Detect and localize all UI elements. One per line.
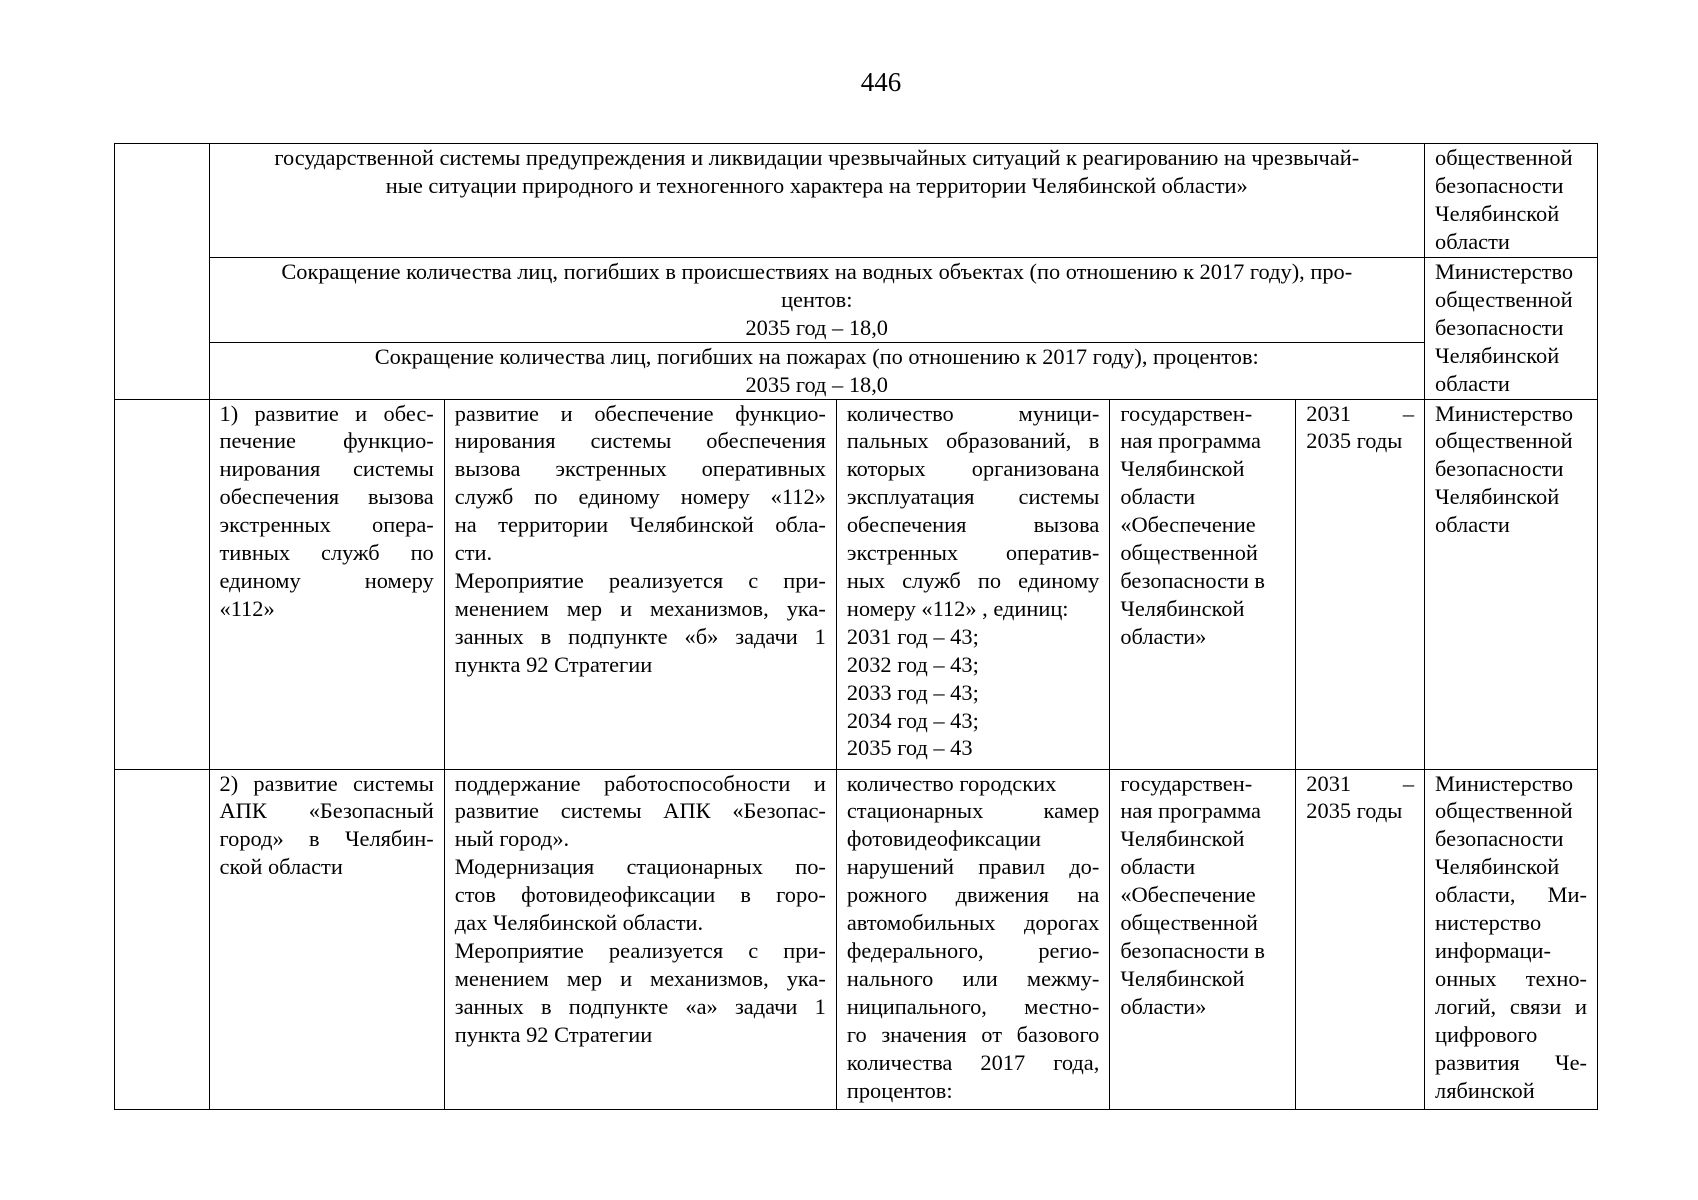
row4-indicator-line: 2035 год – 43 (846, 735, 973, 761)
row5-indicator-line: количества 2017 года, (846, 1049, 1100, 1075)
row4-measure-line: Мероприятие реализуется с при- (454, 567, 826, 593)
empty-number-cell (115, 144, 210, 400)
row4-indicator-line: 2032 год – 43; (846, 651, 979, 677)
row4-measure-line: занных в подпункте «б» задачи 1 (454, 623, 826, 649)
row4-task-line: экстренных опера- (219, 512, 434, 538)
row4-measure-line: служб по единому номеру «112» (454, 484, 826, 510)
row5-responsible-line: Челябинской (1435, 854, 1560, 880)
row4-indicator-line: 2031 год – 43; (846, 623, 979, 649)
row1-responsible-line: Челябинской (1435, 200, 1560, 226)
row5-indicator-line: го значения от базового (846, 1021, 1100, 1047)
row5-responsible-cell (1425, 769, 1598, 1109)
row5-measure-line: дах Челябинской области. (454, 910, 704, 936)
row5-responsible-line: Министерство (1435, 770, 1574, 796)
row4-measure-cell (444, 399, 836, 769)
row5-indicator-line: количество городских (846, 770, 1057, 796)
row5-program-line: области (1120, 854, 1196, 880)
row5-responsible-line: онных техно- (1435, 965, 1587, 991)
row5-period-line: 2035 годы (1306, 798, 1403, 824)
row4-indicator-line: обеспечения вызова (846, 512, 1100, 538)
row4-measure-line: на территории Челябинской обла- (454, 512, 826, 538)
row1-responsible-line: области (1435, 228, 1510, 254)
row5-measure-line: менением мер и механизмов, ука- (454, 965, 826, 991)
table-row-5 (115, 769, 1598, 1109)
row4-program-line: безопасности в (1120, 567, 1265, 593)
row5-responsible-line: информаци- (1435, 937, 1551, 963)
row1-text-cell (209, 144, 1425, 258)
row5-responsible-line: логий, связи и (1435, 993, 1587, 1019)
row2-indicator-line-1: Сокращение количества лиц, погибших в происшествиях на водных объектах (по отношению к 2017 году), про- (281, 259, 1353, 284)
row5-task-cell (209, 769, 444, 1109)
row4-program-line: Челябинской (1120, 595, 1245, 621)
table-row-2 (115, 258, 1598, 343)
row5-responsible-line: лябинской (1435, 1077, 1535, 1103)
row5-indicator-line: нального или межму- (846, 965, 1100, 991)
row4-program-line: «Обеспечение (1120, 512, 1256, 538)
row4-program-line: общественной (1120, 540, 1258, 566)
row5-program-line: Челябинской (1120, 826, 1245, 852)
row2-indicator-line-2: центов: (781, 286, 853, 312)
row4-indicator-line: 2034 год – 43; (846, 707, 979, 733)
row4-task-line: обеспечения вызова (219, 484, 434, 510)
row4-task-cell (209, 399, 444, 769)
row4-task-line: «112» (219, 595, 275, 621)
row4-indicator-line: эксплуатация системы (846, 484, 1100, 510)
row5-measure-line: ный город». (454, 826, 570, 852)
row5-task-line: ской области (219, 854, 343, 880)
row5-measure-line: развитие системы АПК «Безопас- (454, 798, 826, 824)
row4-measure-line: менением мер и механизмов, ука- (454, 595, 826, 621)
row4-indicator-cell (836, 399, 1109, 769)
row5-program-line: Челябинской (1120, 965, 1245, 991)
row4-task-line: единому номеру (219, 567, 434, 593)
row4-period-line: 2035 годы (1306, 428, 1403, 454)
row5-indicator-line: ниципального, местно- (846, 993, 1100, 1019)
row1-responsible-cell (1425, 144, 1598, 258)
row5-program-line: области» (1120, 993, 1207, 1019)
row4-responsible-line: безопасности (1435, 456, 1564, 482)
row5-number-cell (115, 769, 210, 1109)
row4-responsible-cell (1425, 399, 1598, 769)
row4-task-line: печение функцио- (219, 428, 434, 454)
row5-program-line: ная программа (1120, 798, 1261, 824)
table-row-3 (115, 342, 1598, 399)
row4-task-line: нирования системы (219, 456, 434, 482)
row4-indicator-line: номеру «112» , единиц: (846, 595, 1069, 621)
row5-indicator-cell (836, 769, 1109, 1109)
row5-indicator-line: автомобильных дорогах (846, 910, 1100, 936)
row5-responsible-line: области, Ми- (1435, 882, 1587, 908)
row4-task-line: 1) развитие и обес- (219, 400, 434, 426)
row5-indicator-line: стационарных камер (846, 798, 1100, 824)
row3-indicator-line-1: Сокращение количества лиц, погибших на пожарах (по отношению к 2017 году), процентов: (374, 343, 1259, 369)
row2-responsible-line: безопасности (1435, 314, 1564, 340)
row1-text-line-1: государственной системы предупреждения и ликвидации чрезвычайных ситуаций к реагированию на чрезвычай- (274, 145, 1360, 170)
row2-responsible-cell (1425, 258, 1598, 400)
table-row-4 (115, 399, 1598, 769)
row5-task-line: 2) развитие системы (219, 770, 434, 796)
row4-program-line: государствен- (1120, 400, 1253, 426)
row4-program-line: ная программа (1120, 428, 1261, 454)
row2-responsible-line: общественной (1435, 286, 1573, 312)
row5-measure-line: поддержание работоспособности и (454, 770, 826, 796)
row4-indicator-line: экстренных оператив- (846, 540, 1100, 566)
row1-responsible-line: безопасности (1435, 172, 1564, 198)
row2-responsible-line: Челябинской (1435, 342, 1560, 368)
table-row-1 (115, 144, 1598, 258)
row5-measure-line: Модернизация стационарных по- (454, 854, 826, 880)
row4-period-cell (1296, 399, 1425, 769)
row5-program-cell (1110, 769, 1296, 1109)
row5-responsible-line: цифрового (1435, 1021, 1538, 1047)
row2-indicator-cell (209, 258, 1425, 343)
row5-task-line: АПК «Безопасный (219, 798, 434, 824)
row4-indicator-line: ных служб по единому (846, 567, 1100, 593)
row4-measure-line: пункта 92 Стратегии (454, 651, 653, 677)
row5-measure-line: стов фотовидеофиксации в горо- (454, 882, 826, 908)
row4-measure-line: сти. (454, 540, 493, 566)
row4-indicator-line: 2033 год – 43; (846, 679, 979, 705)
row4-program-line: области» (1120, 623, 1207, 649)
row5-program-line: государствен- (1120, 770, 1253, 796)
row2-responsible-line: области (1435, 370, 1510, 396)
row4-number-cell (115, 399, 210, 769)
page-number: 446 (860, 67, 902, 97)
row4-period-line: 2031 – (1306, 400, 1415, 426)
row5-period-cell (1296, 769, 1425, 1109)
strategy-table (114, 143, 1598, 1110)
row5-indicator-line: нарушений правил до- (846, 854, 1100, 880)
row4-indicator-line: пальных образований, в (846, 428, 1100, 454)
row2-responsible-line: Министерство (1435, 259, 1574, 284)
row4-responsible-line: Челябинской (1435, 484, 1560, 510)
row5-responsible-line: нистерство (1435, 910, 1542, 936)
row5-measure-cell (444, 769, 836, 1109)
row5-responsible-line: развития Че- (1435, 1049, 1587, 1075)
row5-responsible-line: безопасности (1435, 826, 1564, 852)
row3-indicator-cell (209, 342, 1425, 399)
row5-responsible-line: общественной (1435, 798, 1573, 824)
row4-responsible-line: области (1435, 512, 1510, 538)
row5-program-line: безопасности в (1120, 937, 1265, 963)
row4-program-line: Челябинской (1120, 456, 1245, 482)
row4-program-cell (1110, 399, 1296, 769)
row5-measure-line: пункта 92 Стратегии (454, 1021, 653, 1047)
row4-responsible-line: общественной (1435, 428, 1573, 454)
row3-indicator-line-2: 2035 год – 18,0 (745, 371, 889, 397)
row4-measure-line: вызова экстренных оперативных (454, 456, 826, 482)
row4-task-line: тивных служб по (219, 540, 434, 566)
row5-program-line: «Обеспечение (1120, 882, 1256, 908)
row1-text-line-2: ные ситуации природного и техногенного характера на территории Челябинской области» (385, 172, 1248, 198)
row4-indicator-line: которых организована (846, 456, 1100, 482)
row5-period-line: 2031 – (1306, 770, 1415, 796)
row5-measure-line: Мероприятие реализуется с при- (454, 937, 826, 963)
row4-measure-line: нирования системы обеспечения (454, 428, 826, 454)
row4-program-line: области (1120, 484, 1196, 510)
row1-responsible-line: общественной (1435, 145, 1573, 170)
row5-indicator-line: процентов: (846, 1077, 953, 1103)
row5-program-line: общественной (1120, 910, 1258, 936)
row4-indicator-line: количество муници- (846, 400, 1100, 426)
row5-measure-line: занных в подпункте «а» задачи 1 (454, 993, 826, 1019)
row5-task-line: город» в Челябин- (219, 826, 434, 852)
row5-indicator-line: федерального, регио- (846, 937, 1100, 963)
row4-responsible-line: Министерство (1435, 400, 1574, 426)
row5-indicator-line: рожного движения на (846, 882, 1100, 908)
row4-measure-line: развитие и обеспечение функцио- (454, 400, 826, 426)
row2-indicator-line-3: 2035 год – 18,0 (745, 314, 889, 340)
row5-indicator-line: фотовидеофиксации (846, 826, 1041, 852)
